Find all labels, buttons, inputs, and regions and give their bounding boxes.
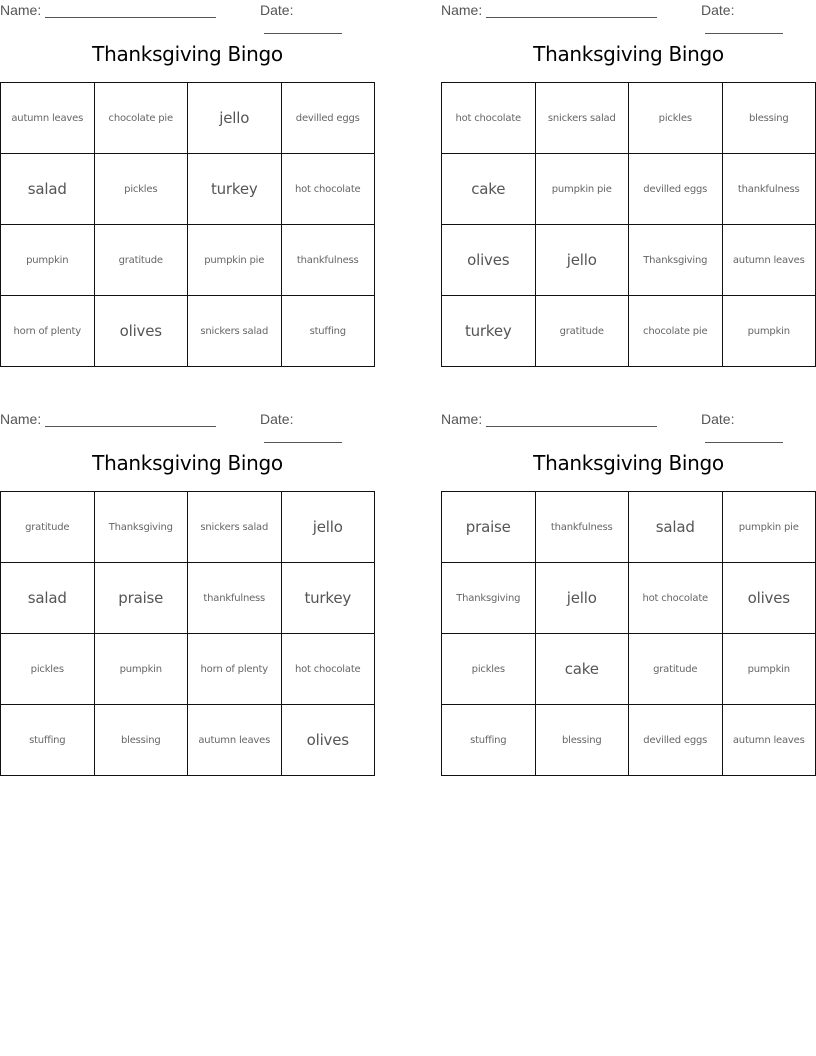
bingo-square[interactable]: autumn leaves [188, 705, 282, 776]
date-blank-line[interactable] [264, 19, 342, 34]
name-blank-line[interactable] [45, 3, 216, 18]
grid-row [442, 225, 816, 296]
date-field[interactable] [260, 411, 375, 443]
bingo-square[interactable]: cake [535, 634, 629, 705]
card-title: Thanksgiving Bingo [533, 451, 724, 475]
bingo-square[interactable]: gratitude [535, 296, 629, 367]
bingo-square[interactable]: salad [1, 563, 95, 634]
grid-row [442, 634, 816, 705]
bingo-square[interactable]: devilled eggs [281, 83, 375, 154]
date-field[interactable] [260, 2, 375, 34]
name-label: Name: [441, 411, 483, 427]
grid-row [442, 492, 816, 563]
bingo-square[interactable]: gratitude [94, 225, 188, 296]
name-date-header [441, 2, 816, 20]
bingo-square[interactable]: devilled eggs [629, 705, 723, 776]
bingo-grid [441, 82, 816, 363]
bingo-square[interactable]: hot chocolate [281, 634, 375, 705]
name-date-header [0, 411, 375, 429]
bingo-square[interactable]: horn of plenty [1, 296, 95, 367]
date-field[interactable] [701, 411, 816, 443]
bingo-square[interactable]: stuffing [442, 705, 536, 776]
grid-row [442, 705, 816, 776]
bingo-card [441, 0, 816, 360]
bingo-square[interactable]: chocolate pie [629, 296, 723, 367]
name-date-header [441, 411, 816, 429]
bingo-square[interactable]: hot chocolate [629, 563, 723, 634]
date-blank-line[interactable] [264, 428, 342, 443]
name-field[interactable] [0, 411, 216, 427]
bingo-square[interactable]: thankfulness [281, 225, 375, 296]
name-label: Name: [0, 2, 42, 18]
name-field[interactable] [441, 411, 657, 427]
bingo-square[interactable]: pickles [442, 634, 536, 705]
name-label: Name: [0, 411, 42, 427]
bingo-square[interactable]: cake [442, 154, 536, 225]
bingo-square[interactable]: gratitude [1, 492, 95, 563]
grid-row [442, 296, 816, 367]
name-label: Name: [441, 2, 483, 18]
bingo-square[interactable]: hot chocolate [442, 83, 536, 154]
grid-row [1, 225, 375, 296]
card-title: Thanksgiving Bingo [533, 42, 724, 66]
bingo-square[interactable]: pumpkin [722, 296, 816, 367]
bingo-square[interactable]: devilled eggs [629, 154, 723, 225]
bingo-square[interactable]: autumn leaves [722, 225, 816, 296]
bingo-square[interactable]: gratitude [629, 634, 723, 705]
bingo-square[interactable]: stuffing [281, 296, 375, 367]
date-label: Date: [260, 2, 294, 18]
bingo-square[interactable]: olives [442, 225, 536, 296]
bingo-square[interactable]: turkey [188, 154, 282, 225]
bingo-square[interactable]: blessing [535, 705, 629, 776]
bingo-square[interactable]: stuffing [1, 705, 95, 776]
bingo-square[interactable]: pickles [94, 154, 188, 225]
bingo-square[interactable]: olives [94, 296, 188, 367]
grid-row [1, 83, 375, 154]
name-blank-line[interactable] [486, 412, 657, 427]
bingo-square[interactable]: Thanksgiving [629, 225, 723, 296]
grid-row [442, 563, 816, 634]
date-label: Date: [701, 2, 735, 18]
grid-row [1, 634, 375, 705]
name-field[interactable] [441, 2, 657, 18]
bingo-square[interactable]: turkey [281, 563, 375, 634]
bingo-square[interactable]: blessing [722, 83, 816, 154]
date-label: Date: [260, 411, 294, 427]
bingo-square[interactable]: snickers salad [188, 296, 282, 367]
bingo-square[interactable]: pickles [629, 83, 723, 154]
bingo-square[interactable]: jello [535, 563, 629, 634]
bingo-square[interactable]: salad [1, 154, 95, 225]
bingo-grid [0, 491, 375, 772]
bingo-card [0, 0, 375, 360]
date-blank-line[interactable] [705, 19, 783, 34]
bingo-square[interactable]: pumpkin pie [722, 492, 816, 563]
bingo-square[interactable]: Thanksgiving [94, 492, 188, 563]
bingo-square[interactable]: jello [281, 492, 375, 563]
bingo-square[interactable]: hot chocolate [281, 154, 375, 225]
grid-row [1, 296, 375, 367]
bingo-square[interactable]: pumpkin [1, 225, 95, 296]
bingo-square[interactable]: thankfulness [722, 154, 816, 225]
bingo-grid [0, 82, 375, 363]
bingo-square[interactable]: praise [94, 563, 188, 634]
bingo-square[interactable]: horn of plenty [188, 634, 282, 705]
bingo-square[interactable]: autumn leaves [1, 83, 95, 154]
bingo-square[interactable]: jello [188, 83, 282, 154]
bingo-grid [441, 491, 816, 772]
card-title: Thanksgiving Bingo [92, 451, 283, 475]
bingo-square[interactable]: pumpkin [94, 634, 188, 705]
name-field[interactable] [0, 2, 216, 18]
grid-row [442, 154, 816, 225]
bingo-square[interactable]: snickers salad [188, 492, 282, 563]
bingo-square[interactable]: pumpkin [722, 634, 816, 705]
date-blank-line[interactable] [705, 428, 783, 443]
bingo-square[interactable]: blessing [94, 705, 188, 776]
grid-row [1, 492, 375, 563]
bingo-square[interactable]: pumpkin pie [535, 154, 629, 225]
bingo-square[interactable]: turkey [442, 296, 536, 367]
bingo-square[interactable]: pickles [1, 634, 95, 705]
bingo-square[interactable]: olives [281, 705, 375, 776]
bingo-square[interactable]: pumpkin pie [188, 225, 282, 296]
bingo-square[interactable]: autumn leaves [722, 705, 816, 776]
bingo-card [0, 409, 375, 769]
bingo-square[interactable]: thankfulness [188, 563, 282, 634]
date-field[interactable] [701, 2, 816, 34]
card-title: Thanksgiving Bingo [92, 42, 283, 66]
bingo-square[interactable]: snickers salad [535, 83, 629, 154]
grid-row [442, 83, 816, 154]
bingo-square[interactable]: jello [535, 225, 629, 296]
name-blank-line[interactable] [45, 412, 216, 427]
name-blank-line[interactable] [486, 3, 657, 18]
bingo-square[interactable]: olives [722, 563, 816, 634]
bingo-square[interactable]: Thanksgiving [442, 563, 536, 634]
bingo-card [441, 409, 816, 769]
date-label: Date: [701, 411, 735, 427]
bingo-square[interactable]: praise [442, 492, 536, 563]
grid-row [1, 563, 375, 634]
bingo-square[interactable]: chocolate pie [94, 83, 188, 154]
grid-row [1, 705, 375, 776]
bingo-square[interactable]: thankfulness [535, 492, 629, 563]
bingo-square[interactable]: salad [629, 492, 723, 563]
name-date-header [0, 2, 375, 20]
grid-row [1, 154, 375, 225]
